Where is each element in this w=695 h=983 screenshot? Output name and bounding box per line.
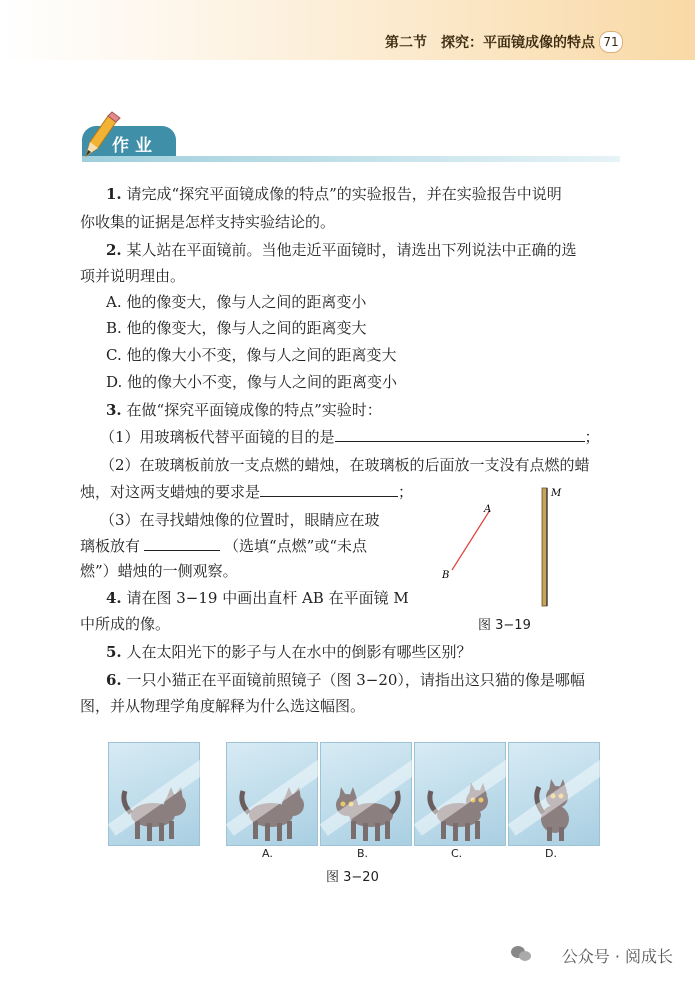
q3-1-line xyxy=(100,427,600,447)
chapter-title: 第二节 探究：平面镜成像的特点 xyxy=(385,35,595,51)
cat-option-a-panel xyxy=(226,742,318,846)
rod-ab xyxy=(452,510,490,570)
option-b: B. 他的像变大，像与人之间的距离变大 xyxy=(106,319,367,337)
option-a: A. 他的像变大，像与人之间的距离变小 xyxy=(106,293,367,311)
figure-3-19-caption: 图 3−19 xyxy=(478,618,531,633)
figure-3-19 xyxy=(430,484,560,610)
q3-3-line-3: 燃”）蜡烛的一侧观察。 xyxy=(80,562,238,580)
q3-1-end: ； xyxy=(584,428,600,446)
cat-option-c-panel xyxy=(414,742,506,846)
label-b: B xyxy=(442,570,450,581)
q3-3-line-2 xyxy=(80,536,367,556)
q1-line-2: 你收集的证据是怎样支持实验结论的。 xyxy=(80,213,336,231)
q3-2-text: 烛，对这两支蜡烛的要求是 xyxy=(80,483,261,501)
page-number: 71 xyxy=(599,31,623,53)
cat-option-b-panel xyxy=(320,742,412,846)
q3-2-line-1: （2）在玻璃板前放一支点燃的蜡烛，在玻璃板的后面放一支没有点燃的蜡 xyxy=(100,456,590,474)
q2-number: 2. xyxy=(106,241,122,259)
q3-number: 3. xyxy=(106,401,122,419)
q4-line-1 xyxy=(106,588,409,608)
q2-line-2: 项并说明理由。 xyxy=(80,267,186,285)
wechat-icon xyxy=(510,944,532,964)
q6-text-a: 一只小猫正在平面镜前照镜子（图 3−20），请指出这只猫的像是哪幅 xyxy=(126,671,585,689)
q5-number: 5. xyxy=(106,643,122,661)
cat-label-d: D. xyxy=(545,847,557,860)
q2-text-a: 某人站在平面镜前。当他走近平面镜时，请选出下列说法中正确的选 xyxy=(126,241,577,259)
q3-text: 在做“探究平面镜成像的特点”实验时： xyxy=(126,401,382,419)
q1-text-a: 请完成“探究平面镜成像的特点”的实验报告，并在实验报告中说明 xyxy=(126,185,562,203)
cat-label-c: C. xyxy=(451,847,463,860)
label-a: A xyxy=(484,504,492,515)
q3-3-pre: 璃板放有 xyxy=(80,537,141,555)
q4-text-a: 请在图 3−19 中画出直杆 AB 在平面镜 M xyxy=(126,589,409,607)
q2-line-1 xyxy=(106,240,576,260)
option-d: D. 他的像大小不变，像与人之间的距离变小 xyxy=(106,373,398,391)
q3-1-text: （1）用玻璃板代替平面镜的目的是 xyxy=(100,428,335,446)
q3-2-line-2 xyxy=(80,482,413,502)
q5-line xyxy=(106,642,471,662)
page-header xyxy=(0,0,695,60)
cat-original-panel xyxy=(108,742,200,846)
q1-line-1 xyxy=(106,184,562,204)
section-rule xyxy=(82,156,620,162)
cat-label-b: B. xyxy=(357,847,369,860)
option-c: C. 他的像大小不变，像与人之间的距离变大 xyxy=(106,346,397,364)
cat-label-a: A. xyxy=(262,847,273,860)
q6-line-1 xyxy=(106,670,585,690)
q3-line xyxy=(106,400,382,420)
q3-3-post: （选填“点燃”或“未点 xyxy=(224,537,368,555)
q4-number: 4. xyxy=(106,589,122,607)
label-m: M xyxy=(551,488,562,499)
q5-text: 人在太阳光下的影子与人在水中的倒影有哪些区别？ xyxy=(126,643,472,661)
q1-number: 1. xyxy=(106,185,122,203)
pencil-icon xyxy=(80,112,120,162)
q3-2-end: ； xyxy=(398,483,414,501)
figure-3-20-caption: 图 3−20 xyxy=(326,870,379,885)
cat-option-d-panel xyxy=(508,742,600,846)
q6-line-2: 图，并从物理学角度解释为什么选这幅图。 xyxy=(80,697,366,715)
q6-number: 6. xyxy=(106,671,122,689)
q4-line-2: 中所成的像。 xyxy=(80,615,171,633)
section-title: 作业 xyxy=(112,136,158,156)
watermark-text: 公众号 · 阅成长 xyxy=(561,947,673,966)
q3-3-blank xyxy=(144,536,220,551)
q3-2-blank xyxy=(260,482,398,497)
q3-1-blank xyxy=(335,427,585,442)
q3-3-line-1: （3）在寻找蜡烛像的位置时，眼睛应在玻 xyxy=(100,511,380,529)
mirror-m xyxy=(542,488,547,606)
